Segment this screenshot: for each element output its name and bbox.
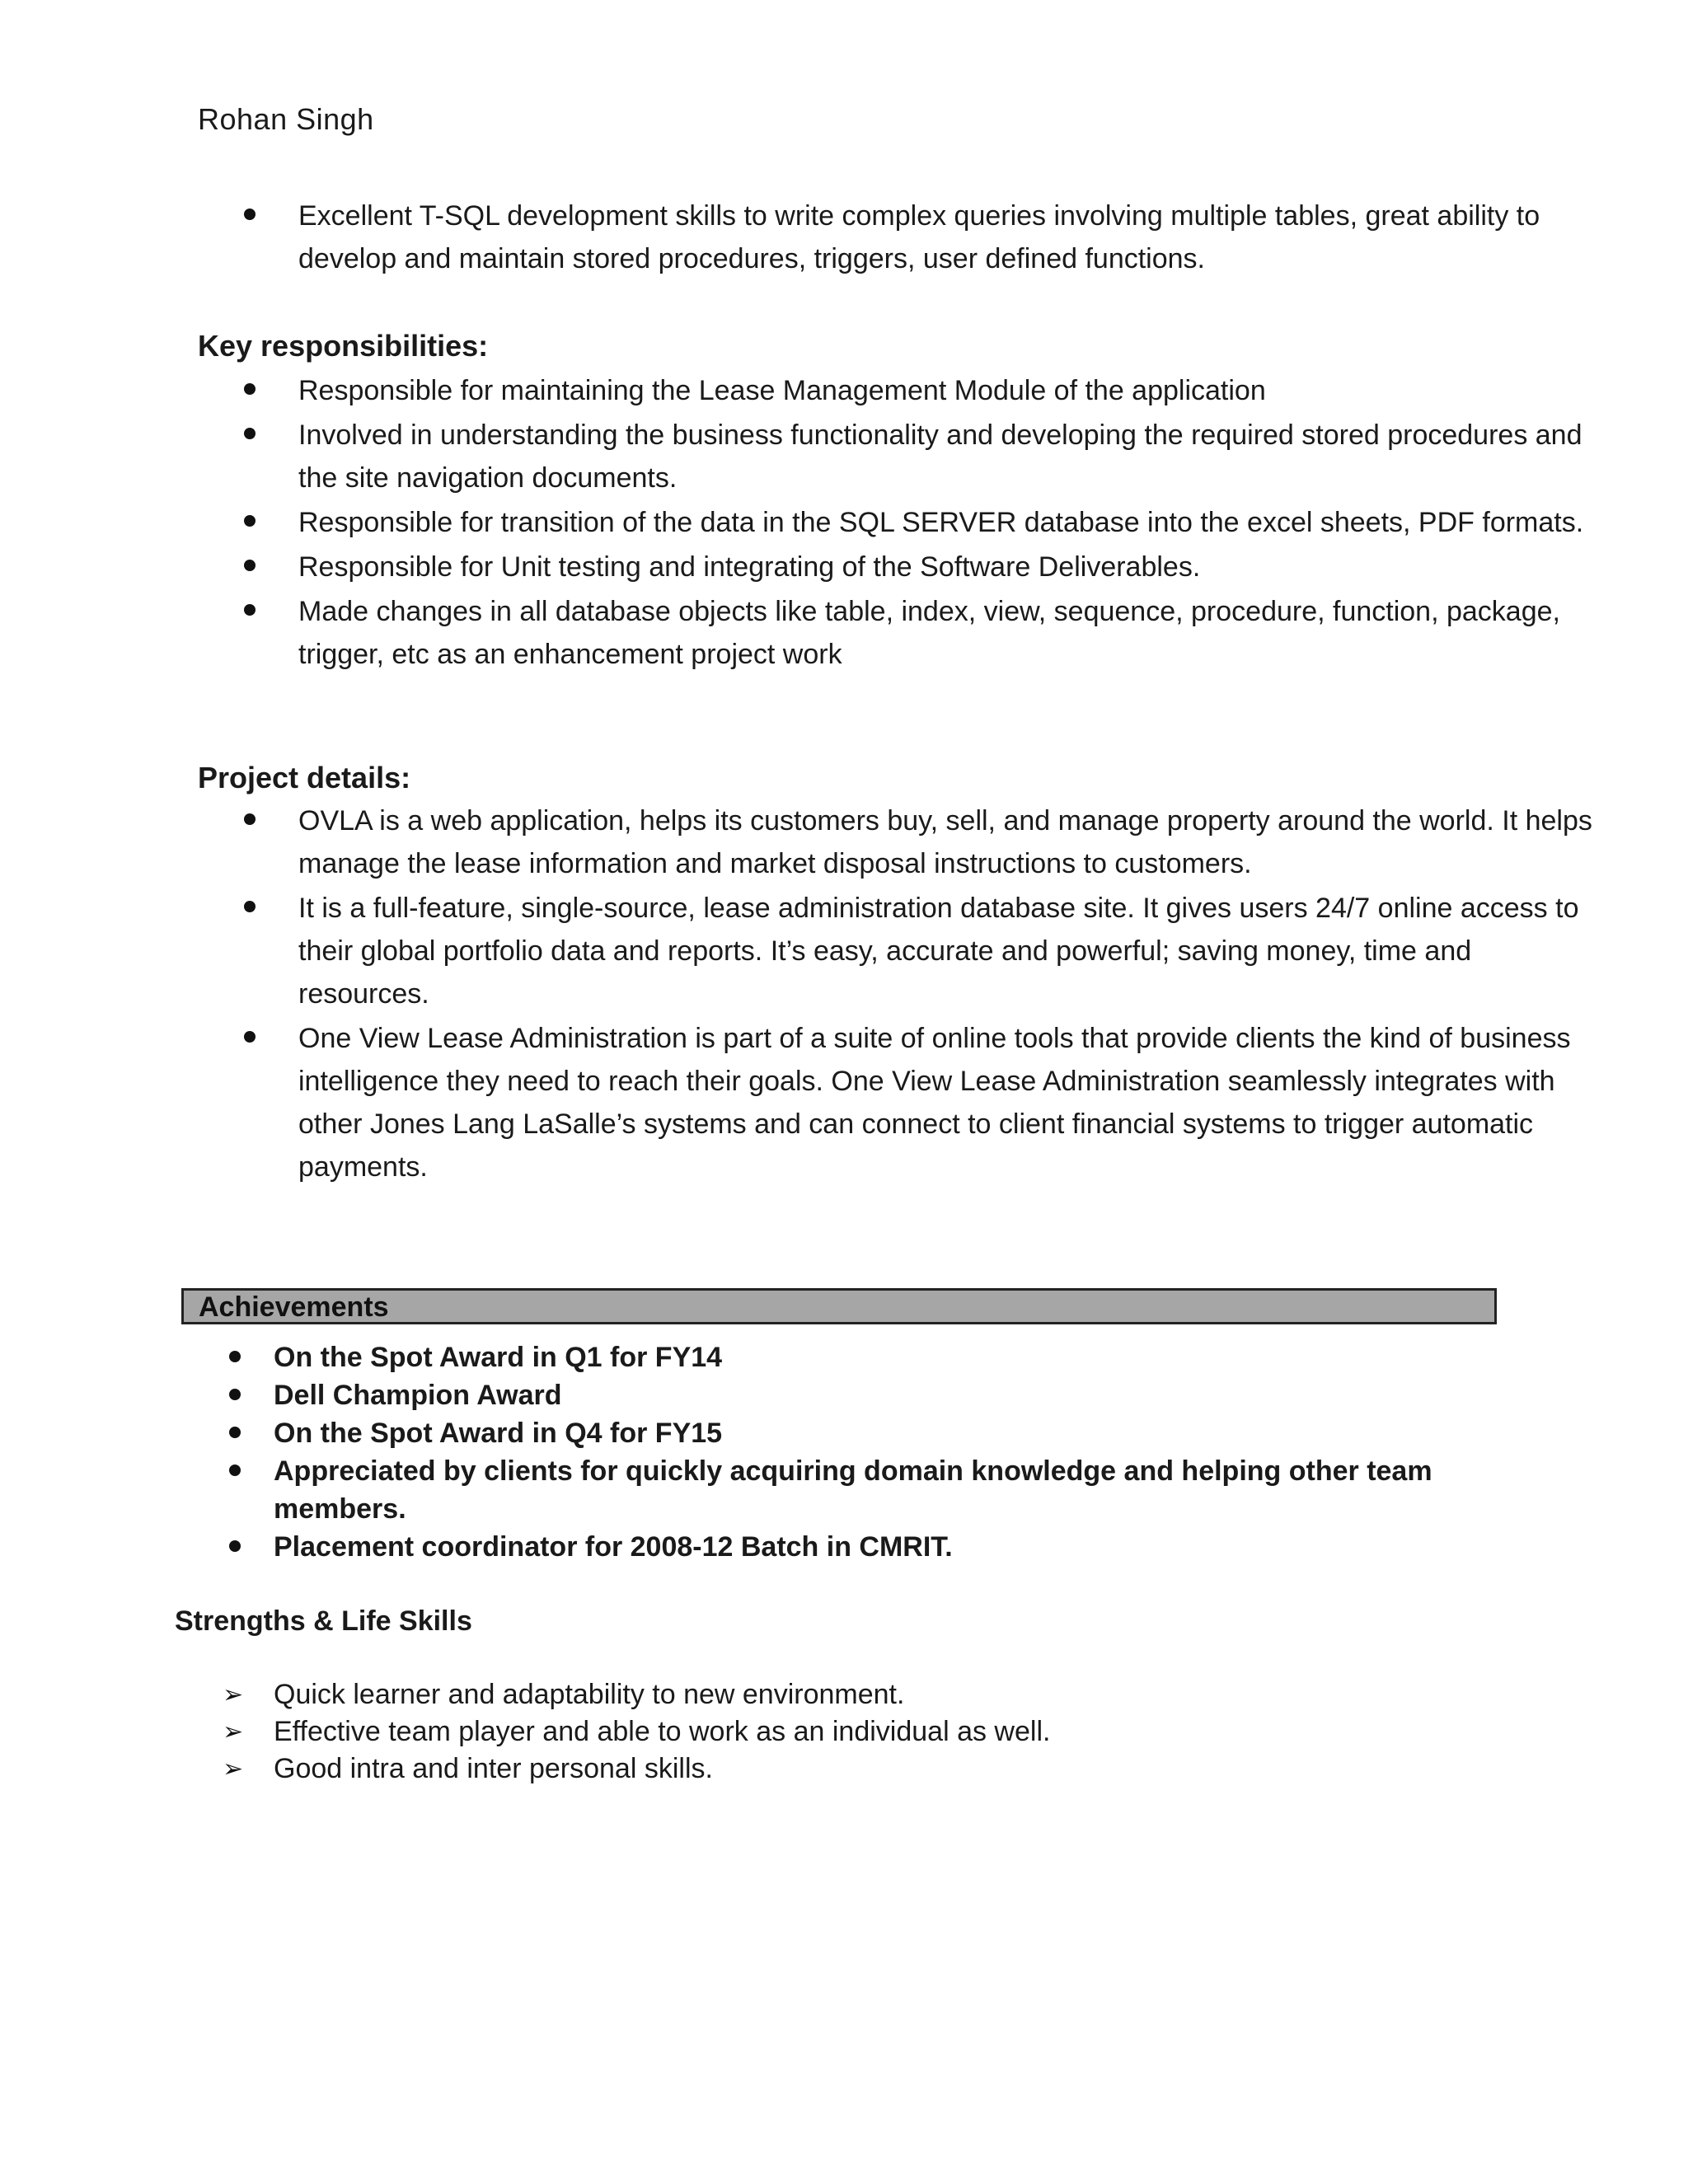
list-item-text: Responsible for Unit testing and integrating of the Software Deliverables.: [298, 551, 1201, 583]
list-item: [298, 414, 1601, 499]
list-item: [274, 1452, 1493, 1528]
bullet-icon: [229, 1351, 241, 1362]
bullet-icon: [244, 209, 256, 220]
list-item: [274, 1338, 1493, 1376]
bullet-icon: [229, 1389, 241, 1400]
list-item: [298, 590, 1601, 676]
bullet-icon: [229, 1540, 241, 1552]
bullet-icon: [244, 604, 256, 616]
bullet-icon: [244, 813, 256, 825]
bullet-icon: [229, 1427, 241, 1438]
list-item-text: One View Lease Administration is part of a suite of online tools that provide clients the kind of business intelligence they need to reach their goals. One View Lease Administration seamlessly integrates with other Jones Lang LaSalle’s systems and can connect to client financial systems to trigger automatic payments.: [298, 1023, 1571, 1183]
list-item-text: Responsible for maintaining the Lease Management Module of the application: [298, 375, 1266, 406]
list-item: [298, 546, 1601, 588]
list-item: [298, 799, 1601, 885]
list-item-text: Made changes in all database objects like table, index, view, sequence, procedure, function, package, trigger, etc as an enhancement project work: [298, 596, 1560, 670]
list-item: [223, 1676, 1510, 1713]
bullet-icon: [244, 1031, 256, 1043]
project-heading: Project details:: [198, 761, 411, 794]
list-item-text: Effective team player and able to work as an individual as well.: [274, 1716, 1051, 1747]
bullet-icon: [244, 560, 256, 571]
bullet-icon: [229, 1465, 241, 1476]
list-item: [274, 1376, 1493, 1414]
list-item-text: It is a full-feature, single-source, lease administration database site. It gives users 24/7 online access to their global portfolio data and reports. It’s easy, accurate and powerful; saving money, time and resources.: [298, 893, 1579, 1010]
arrowhead-right-icon: ➢: [223, 1718, 244, 1746]
list-item-text: Placement coordinator for 2008-12 Batch in CMRIT.: [274, 1531, 953, 1563]
bullet-icon: [244, 515, 256, 527]
responsibilities-heading: Key responsibilities:: [198, 329, 489, 363]
list-item: [274, 1414, 1493, 1452]
list-item: [298, 887, 1601, 1015]
responsibilities-list: [298, 369, 1601, 677]
achievements-section-bar: [181, 1288, 1497, 1324]
list-item-text: Good intra and inter personal skills.: [274, 1753, 713, 1784]
strengths-list: [223, 1676, 1510, 1788]
list-item-text: Appreciated by clients for quickly acquiring domain knowledge and helping other team members.: [274, 1455, 1432, 1525]
list-item-text: Excellent T-SQL development skills to write complex queries involving multiple tables, great ability to develop and maintain stored procedures, triggers, user defined functions.: [298, 200, 1540, 274]
list-item: [298, 1017, 1601, 1188]
achievements-list: [274, 1338, 1493, 1566]
list-item: [223, 1750, 1510, 1788]
bullet-icon: [244, 383, 256, 395]
achievements-heading: Achievements: [199, 1291, 389, 1323]
list-item: [274, 1528, 1493, 1566]
list-item-text: Quick learner and adaptability to new environment.: [274, 1679, 905, 1710]
list-item: [298, 194, 1601, 280]
bullet-icon: [244, 901, 256, 912]
list-item: [298, 369, 1601, 412]
list-item-text: OVLA is a web application, helps its customers buy, sell, and manage property around the world. It helps manage the lease information and market disposal instructions to customers.: [298, 805, 1592, 879]
list-item-text: Responsible for transition of the data in the SQL SERVER database into the excel sheets, PDF formats.: [298, 507, 1584, 538]
list-item-text: Dell Champion Award: [274, 1380, 562, 1411]
list-item-text: On the Spot Award in Q1 for FY14: [274, 1342, 723, 1373]
list-item: [223, 1713, 1510, 1750]
project-list: [298, 799, 1601, 1190]
strengths-heading: Strengths & Life Skills: [175, 1605, 472, 1637]
candidate-name: Rohan Singh: [198, 102, 374, 136]
intro-list: [298, 194, 1601, 282]
list-item-text: On the Spot Award in Q4 for FY15: [274, 1418, 723, 1449]
list-item-text: Involved in understanding the business functionality and developing the required stored procedures and the site navigation documents.: [298, 419, 1582, 494]
list-item: [298, 501, 1601, 544]
bullet-icon: [244, 428, 256, 439]
arrowhead-right-icon: ➢: [223, 1681, 244, 1708]
arrowhead-right-icon: ➢: [223, 1755, 244, 1783]
